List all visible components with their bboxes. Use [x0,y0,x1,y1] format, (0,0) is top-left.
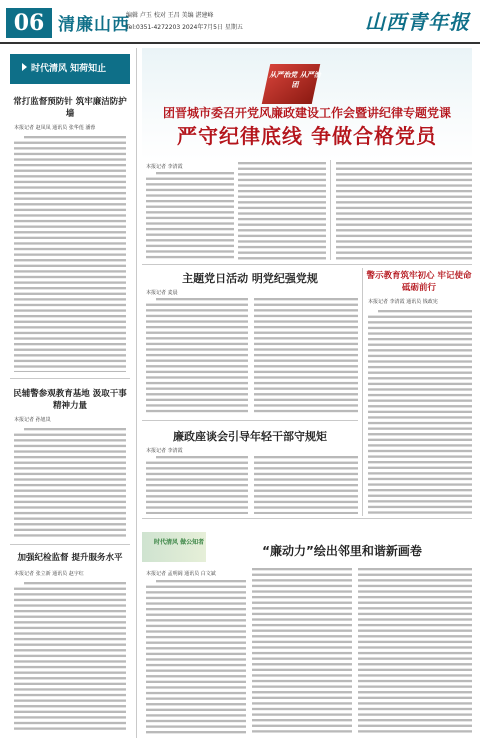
column-rubric [10,54,130,84]
story-body [254,456,358,514]
story-body [146,580,246,734]
rubric-label: 时代清风 知荷知止 [31,64,107,74]
lead-body-col1 [146,172,234,260]
story-title: 主题党日活动 明党纪强党规 [182,272,318,285]
section-name: 清廉山西 [58,15,130,35]
article-body [14,136,126,372]
section-rule [142,420,358,421]
story-title: 警示教育筑牢初心 牢记使命砥砺前行 [366,271,472,293]
story-body [254,298,358,414]
page-header [0,0,480,44]
story-byline: 本报记者 李清霞 通讯员 钱政宪 [368,299,438,305]
section-rule [10,544,130,545]
editor-line: 编辑 卢玉 校对 王昌 美编 湛建峰 [126,12,214,19]
page-number: 06 [6,8,52,38]
article-title: 加强纪检监督 提升服务水平 [17,553,123,563]
photo-caption: 时代清风 做公知者 [154,539,205,546]
photo [142,532,206,562]
article-title: 常打监督预防针 筑牢廉洁防护墙 [13,97,127,119]
article-byline: 本报记者 孙旭岚 [14,417,51,423]
story-title: 廉政座谈会引导年轻干部守规矩 [173,430,327,443]
section-rule [142,518,472,519]
article-byline: 本报记者 张立新 通讯员 赵宇红 [14,571,84,577]
date-line: Tel:0351-4272203 2024年7月5日 星期五 [126,24,243,31]
masthead-logo: 山西青年报 [365,10,470,34]
arrow-icon [22,63,27,71]
lead-kicker: 团晋城市委召开党风廉政建设工作会暨讲纪律专题党课 [162,106,451,120]
story-body [358,568,472,734]
lead-body-col2 [238,162,326,260]
story-body [368,310,472,514]
story-title: “廉动力”绘出邻里和谐新画卷 [262,544,422,558]
column-divider [136,48,137,738]
article-byline: 本报记者 赵凤凤 通讯员 张华莲 潘蓉 [14,125,96,131]
story-body [252,568,352,734]
article-body [14,582,126,732]
story-byline: 本报记者 李清霞 [146,448,183,454]
story-body [146,298,248,414]
column-divider [330,160,331,260]
lead-body-col3 [336,162,472,260]
article-title: 民辅警参观教育基地 汲取干事精神力量 [13,389,127,411]
lead-byline: 本报记者 李清霞 [146,164,183,170]
lead-headline: 严守纪律底线 争做合格党员 [177,124,437,148]
column-divider [362,268,363,516]
story-body [146,456,248,514]
section-rule [10,378,130,379]
article-body [14,428,126,538]
story-byline: 本报记者 孟明阔 通讯员 白文斌 [146,571,216,577]
flag-label: 从严治党 从严治团 [269,71,321,89]
section-rule [142,264,472,265]
story-byline: 本报记者 麦晨 [146,290,178,296]
